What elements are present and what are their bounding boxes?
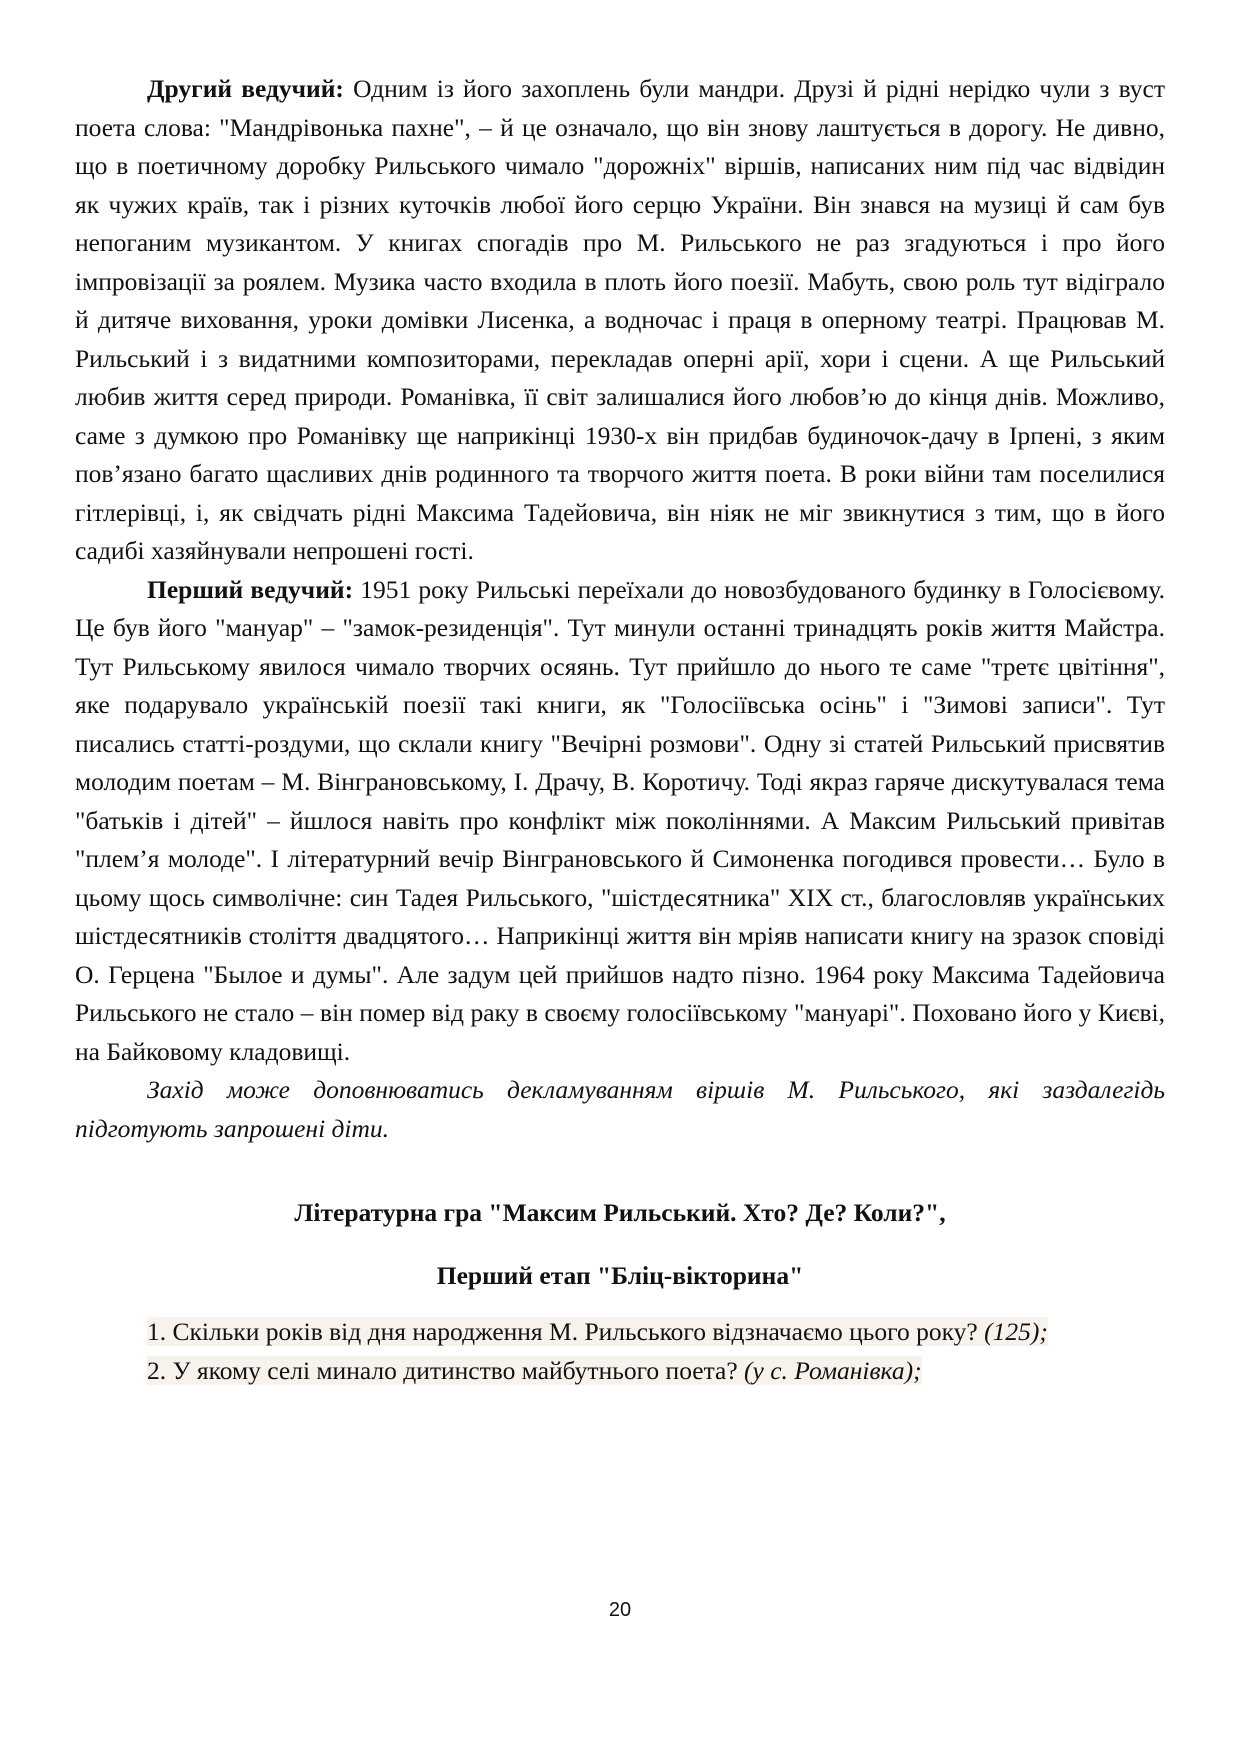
question-answer: (125); [984,1317,1048,1346]
document-page [75,70,1165,1390]
question-text: 2. У якому селі минало дитинство майбутнього поета? [147,1355,745,1385]
question-answer: (у с. Романівка); [744,1355,922,1385]
speaker-label: Другий ведучий: [147,74,344,103]
quiz-question [75,1313,1165,1352]
stage-title: Перший етап "Бліц-вікторина" [436,1260,804,1290]
paragraph-second-host [75,70,1165,571]
event-note: Захід може доповнюватись декламуванням віршів М. Рильського, які заздалегідь підготують запрошені діти. [75,1075,1165,1143]
quiz-question [75,1352,1165,1391]
game-title: Літературна гра "Максим Рильський. Хто? Де? Коли?", [294,1198,946,1227]
speaker-label: Перший ведучий: [147,574,354,604]
question-text: 1. Скільки років від дня народження М. Рильського відзначаємо цього року? [147,1317,985,1346]
paragraph-text: 1951 року Рильські переїхали до новозбудованого будинку в Голосієвому. Це був його "мануар" – "замок-резиденція". Тут минули останні тринадцять років життя Майстра. Тут Рильському явилося чимало творчих осяянь. Тут прийшло до нього те саме "третє цвітіння", яке подарувало українській поезії такі книги, як "Голосіївська осінь" і "Зимові записи". Тут писались статті-роздуми, що склали книгу "Вечірні розмови". Одну зі статей Рильський присвятив молодим поетам – М. Вінграновському, І. Драчу, В. Коротичу. Тоді якраз гаряче дискутувалася тема "батьків і дітей" – йшлося навіть про конфлікт між поколіннями. А Максим Рильський привітав "плем’я молоде". І літературний вечір Вінграновського й Симоненка погодився провести… Було в цьому щось символічне: син Тадея Рильського, "шістдесятника" XIX ст., благословляв українських шістдесятників століття двадцятого… Наприкінці життя він мріяв написати книгу на зразок сповіді О. Герцена "Былое и думы". Але задум цей прийшов надто пізно. 1964 року Максима Тадейовича Рильського не стало – він помер від раку в своєму голосіївському "мануарі". Поховано його у Києві, на Байковому кладовищі. [75,574,1165,1066]
paragraph-text: Одним із його захоплень були мандри. Друзі й рідні нерідко чули з вуст поета слова: "Мандрівонька пахне", – й це означало, що він знову лаштується в дорогу. Не дивно, що в поетичному доробку Рильського чимало "дорожніх" віршів, написаних ним під час відвідин як чужих країв, так і різних куточків любої його серцю України. Він знався на музиці й сам був непоганим музикантом. У книгах спогадів про М. Рильського не раз згадуються і про його імпровізації за роялем. Музика часто входила в плоть його поезії. Мабуть, свою роль тут відіграло й дитяче виховання, уроки домівки Лисенка, а водночас і праця в оперному театрі. Працював М. Рильський і з видатними композиторами, перекладав оперні арії, хори і сцени. А ще Рильський любив життя серед природи. Романівка, її світ залишалися його любов’ю до кінця днів. Можливо, саме з думкою про Романівку ще наприкінці 1930-х він придбав будиночок-дачу в Ірпені, з яким пов’язано багато щасливих днів родинного та творчого життя поета. В роки війни там поселилися гітлерівці, і, як свідчать рідні Максима Тадейовича, він ніяк не міг звикнутися з тим, що в його садибі хазяйнували непрошені гості. [75,74,1165,565]
paragraph-first-host [75,571,1165,1072]
page-number: 20 [608,1599,632,1621]
